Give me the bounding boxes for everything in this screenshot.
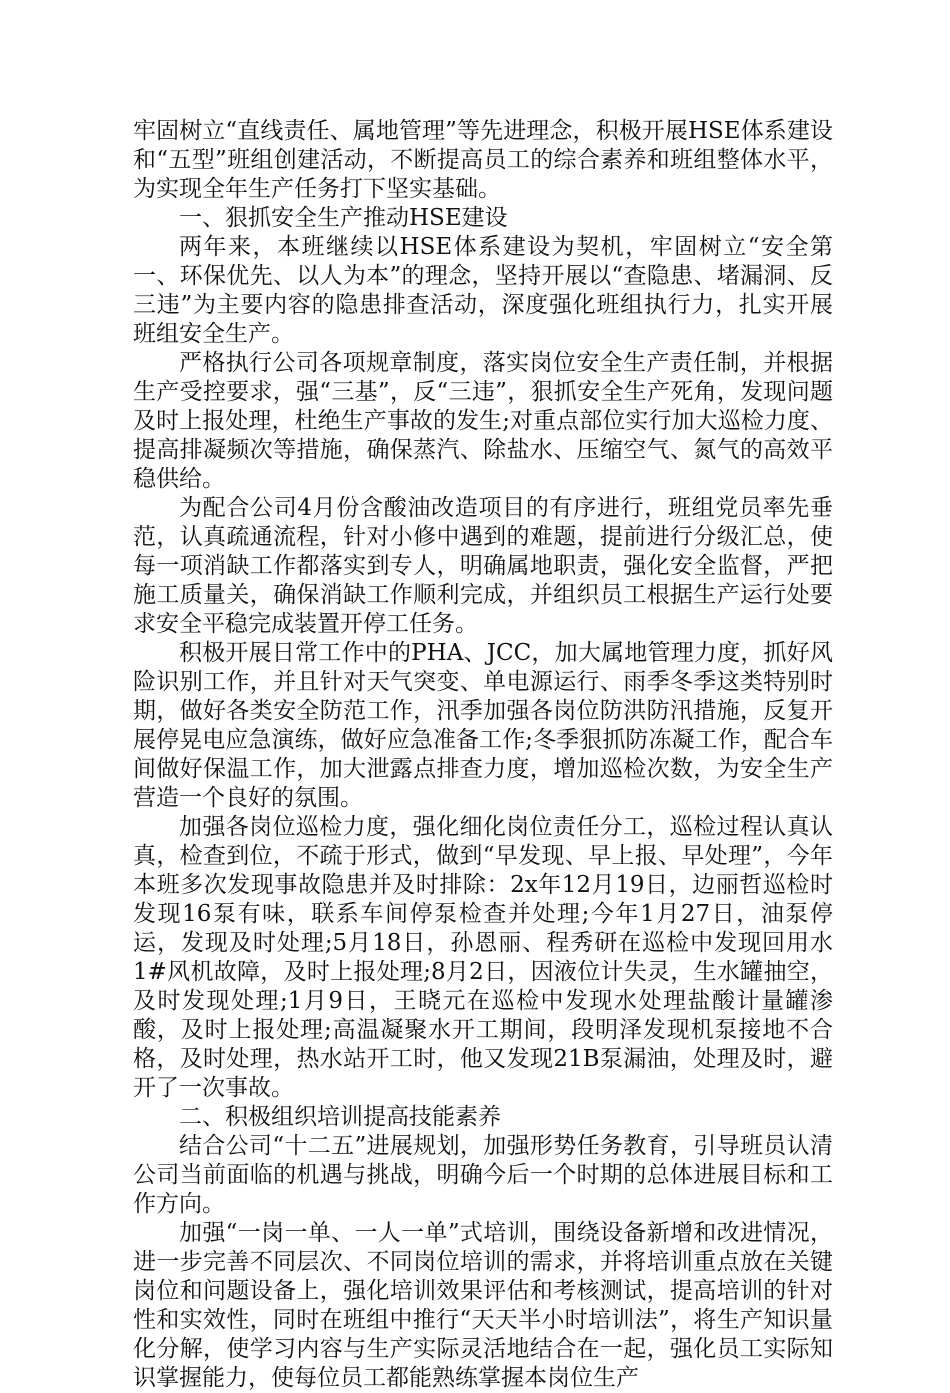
body-paragraph: 为配合公司4月份含酸油改造项目的有序进行，班组党员率先垂范，认真疏通流程，针对小修中遇到的难题，提前进行分级汇总，使每一项消缺工作都落实到专人，明确属地职责，强化安全监督，严把施工质量关，确保消缺工作顺利完成，并组织员工根据生产运行处要求安全平稳完成装置开停工任务。 [133,495,833,637]
body-paragraph: 牢固树立“直线责任、属地管理”等先进理念，积极开展HSE体系建设和“五型”班组创建活动，不断提高员工的综合素养和班组整体水平，为实现全年生产任务打下坚实基础。 [133,118,833,202]
body-paragraph: 加强“一岗一单、一人一单”式培训，围绕设备新增和改进情况，进一步完善不同层次、不同岗位培训的需求，并将培训重点放在关键岗位和问题设备上，强化培训效果评估和考核测试，提高培训的针对性和实效性，同时在班组中推行“天天半小时培训法”，将生产知识量化分解，使学习内容与生产实际灵活地结合在一起，强化员工实际知识掌握能力，使每位员工都能熟练掌握本岗位生产 [133,1220,833,1391]
body-paragraph: 严格执行公司各项规章制度，落实岗位安全生产责任制，并根据生产受控要求，强“三基”，反“三违”，狠抓安全生产死角，发现问题及时上报处理，杜绝生产事故的发生;对重点部位实行加大巡检力度、提高排凝频次等措施，确保蒸汽、除盐水、压缩空气、氮气的高效平稳供给。 [133,350,833,492]
section-heading: 一、狠抓安全生产推动HSE建设 [179,205,508,231]
section-heading: 二、积极组织培训提高技能素养 [179,1104,501,1130]
body-paragraph: 加强各岗位巡检力度，强化细化岗位责任分工，巡检过程认真认真，检查到位，不疏于形式，做到“早发现、早上报、早处理”，今年本班多次发现事故隐患并及时排除：2x年12月19日，边丽哲巡检时发现16泵有味，联系车间停泵检查并处理;今年1月27日，油泵停运，发现及时处理;5月18日，孙恩丽、程秀研在巡检中发现回用水1#风机故障，及时上报处理;8月2日，因液位计失灵，生水罐抽空，及时发现处理;1月9日，王晓元在巡检中发现水处理盐酸计量罐渗酸，及时上报处理;高温凝聚水开工期间，段明泽发现机泵接地不合格，及时处理，热水站开工时，他又发现21B泵漏油，处理及时，避开了一次事故。 [133,814,833,1101]
body-paragraph: 结合公司“十二五”进展规划，加强形势任务教育，引导班员认清公司当前面临的机遇与挑战，明确今后一个时期的总体进展目标和工作方向。 [133,1133,833,1217]
body-paragraph: 两年来，本班继续以HSE体系建设为契机，牢固树立“安全第一、环保优先、以人为本”的理念，坚持开展以“查隐患、堵漏洞、反三违”为主要内容的隐患排查活动，深度强化班组执行力，扎实开展班组安全生产。 [133,234,833,347]
document-body [133,117,833,1393]
body-paragraph: 积极开展日常工作中的PHA、JCC，加大属地管理力度，抓好风险识别工作，并且针对天气突变、单电源运行、雨季冬季这类特别时期，做好各类安全防范工作，汛季加强各岗位防洪防汛措施，反复开展停晃电应急演练，做好应急准备工作;冬季狠抓防冻凝工作，配合车间做好保温工作，加大泄露点排查力度，增加巡检次数，为安全生产营造一个良好的氛围。 [133,640,833,811]
